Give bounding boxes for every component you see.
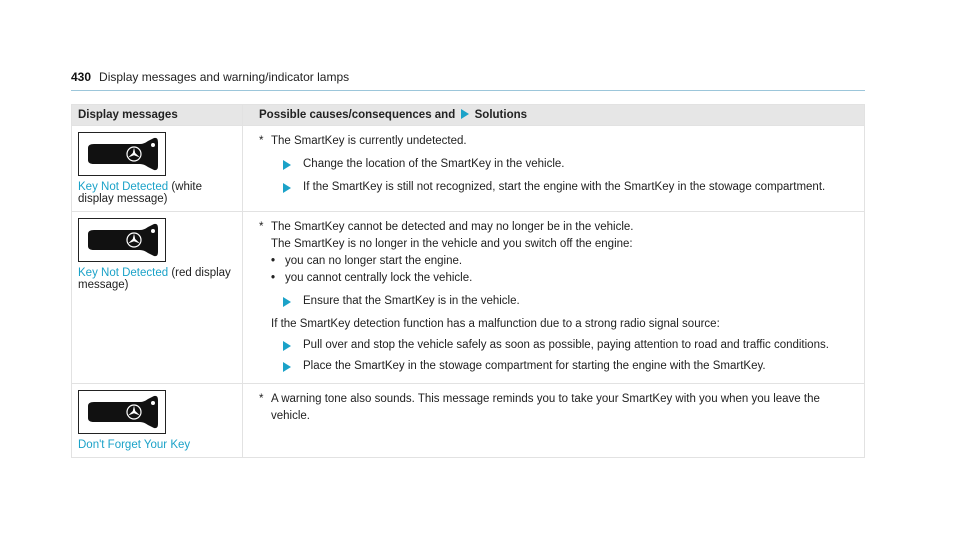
cause-text: If the SmartKey detection function has a malfunction due to a strong radio signal source: [271, 318, 720, 330]
consequence-list [259, 253, 856, 287]
table-header-row [72, 105, 865, 126]
message-name: Don't Forget Your Key [78, 439, 191, 451]
message-name: Key Not Detected [78, 181, 169, 193]
asterisk: * [259, 221, 264, 233]
cause-text: The SmartKey is currently undetected. [271, 135, 467, 147]
cause-text: A warning tone also sounds. This message reminds you to take your SmartKey with you when you leave the vehicle. [271, 393, 820, 422]
solution-cell [243, 126, 865, 212]
col-header-display-messages: Display messages [72, 105, 243, 126]
message-note: (white display message) [78, 181, 203, 205]
page-header [71, 70, 865, 91]
action-text: Change the location of the SmartKey in the vehicle. [303, 158, 565, 170]
smartkey-icon [78, 390, 166, 434]
message-name: Key Not Detected [78, 267, 169, 279]
arrow-icon [283, 341, 291, 351]
action-text: If the SmartKey is still not recognized, start the engine with the SmartKey in the stowage compartment. [303, 181, 826, 193]
asterisk: * [259, 393, 264, 405]
arrow-icon [283, 183, 291, 193]
table-row [72, 126, 865, 212]
cause-text: The SmartKey is no longer in the vehicle and you switch off the engine: [271, 238, 633, 250]
solution-cell [243, 384, 865, 458]
message-cell [72, 212, 243, 384]
action-text: Place the SmartKey in the stowage compartment for starting the engine with the SmartKey. [303, 360, 766, 372]
solution-cell [243, 212, 865, 384]
action-text: Ensure that the SmartKey is in the vehicle. [303, 295, 520, 307]
bullet-icon: • [271, 272, 276, 284]
col-header-solutions-text: Solutions [474, 109, 528, 121]
display-messages-table [71, 104, 865, 458]
list-item: you can no longer start the engine. [285, 255, 463, 267]
table-row [72, 212, 865, 384]
col-header-causes [243, 105, 865, 126]
table-row [72, 384, 865, 458]
smartkey-icon [78, 132, 166, 176]
message-cell [72, 384, 243, 458]
bullet-icon: • [271, 255, 276, 267]
arrow-icon [283, 362, 291, 372]
col-header-causes-text: Possible causes/consequences and [259, 109, 456, 121]
smartkey-icon [78, 218, 166, 262]
message-note: (red display message) [78, 267, 231, 291]
arrow-icon [283, 297, 291, 307]
message-cell [72, 126, 243, 212]
action-text: Pull over and stop the vehicle safely as soon as possible, paying attention to road and traffic conditions. [303, 339, 829, 351]
arrow-icon [461, 109, 469, 119]
cause-text: The SmartKey cannot be detected and may no longer be in the vehicle. [271, 221, 634, 233]
arrow-icon [283, 160, 291, 170]
page-number: 430 [71, 70, 92, 84]
header-title: Display messages and warning/indicator lamps [99, 70, 350, 84]
list-item: you cannot centrally lock the vehicle. [285, 272, 473, 284]
asterisk: * [259, 135, 264, 147]
